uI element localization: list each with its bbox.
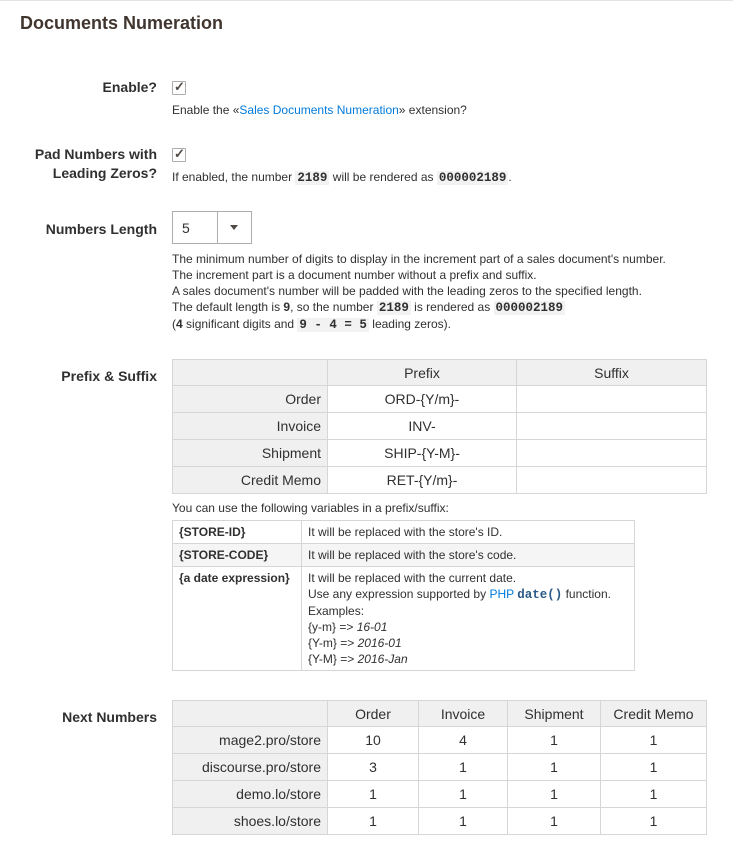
next-number-input[interactable]: 1 xyxy=(508,727,601,754)
next-number-input[interactable]: 1 xyxy=(601,727,707,754)
next-numbers-table xyxy=(172,700,707,835)
next-number-input[interactable]: 1 xyxy=(419,781,508,808)
next-number-input[interactable]: 1 xyxy=(328,808,419,835)
col-header: Shipment xyxy=(508,701,601,727)
suffix-input[interactable] xyxy=(517,386,707,413)
prefix-input[interactable]: ORD-{Y/m}- xyxy=(328,386,517,413)
col-header: Invoice xyxy=(419,701,508,727)
variables-table xyxy=(172,520,635,671)
enable-checkbox[interactable] xyxy=(172,81,186,95)
suffix-input[interactable] xyxy=(517,467,707,494)
next-number-input[interactable]: 1 xyxy=(508,808,601,835)
prefix-suffix-table xyxy=(172,359,707,494)
length-select[interactable] xyxy=(172,211,252,244)
next-number-input[interactable]: 1 xyxy=(601,781,707,808)
table-row: Order ORD-{Y/m}- xyxy=(173,386,707,413)
next-number-input[interactable]: 1 xyxy=(419,754,508,781)
prefix-input[interactable]: RET-{Y/m}- xyxy=(328,467,517,494)
length-note: The minimum number of digits to display in the increment part of a sales document's number. The increment part is a document number without a prefix and suffix. A sales document's number will be padded with the leading zeros to the specified length. The default length is 9, so the number 2189 is rendered as 000002189 (4 significant digits and 9 - 4 = 5 leading zeros). xyxy=(172,252,666,332)
next-number-input[interactable]: 4 xyxy=(419,727,508,754)
next-numbers-label: Next Numbers xyxy=(62,709,157,725)
enable-label: Enable? xyxy=(102,79,157,95)
prefix-header: Prefix xyxy=(328,360,517,386)
table-row: mage2.pro/store 10 4 1 1 xyxy=(173,727,707,754)
next-number-input[interactable]: 10 xyxy=(328,727,419,754)
next-number-input[interactable]: 1 xyxy=(601,754,707,781)
prefix-input[interactable]: SHIP-{Y-M}- xyxy=(328,440,517,467)
prefix-suffix-label: Prefix & Suffix xyxy=(61,368,157,384)
pad-checkbox[interactable] xyxy=(172,148,186,162)
section-title: Documents Numeration xyxy=(20,13,224,33)
corner-cell xyxy=(173,360,328,386)
table-row: Credit Memo RET-{Y/m}- xyxy=(173,467,707,494)
php-link[interactable]: PHP xyxy=(489,587,514,601)
extension-link[interactable]: Sales Documents Numeration xyxy=(239,103,399,117)
table-row: Invoice INV- xyxy=(173,413,707,440)
next-number-input[interactable]: 3 xyxy=(328,754,419,781)
chevron-down-icon xyxy=(230,225,238,230)
prefix-input[interactable]: INV- xyxy=(328,413,517,440)
next-number-input[interactable]: 1 xyxy=(419,808,508,835)
suffix-input[interactable] xyxy=(517,440,707,467)
next-number-input[interactable]: 1 xyxy=(601,808,707,835)
next-number-input[interactable]: 1 xyxy=(508,754,601,781)
suffix-input[interactable] xyxy=(517,413,707,440)
table-row: discourse.pro/store 3 1 1 1 xyxy=(173,754,707,781)
next-number-input[interactable]: 1 xyxy=(508,781,601,808)
table-row: {a date expression} It will be replaced with the current date. Use any expression supported by PHP date() function. Examples: {y-m} => 16-01 {Y-m} => 2016-01 {Y-M} => 2016-Jan xyxy=(173,567,635,671)
length-label: Numbers Length xyxy=(45,221,157,237)
col-header: Order xyxy=(328,701,419,727)
table-row: {STORE-CODE} It will be replaced with the store's code. xyxy=(173,544,635,567)
col-header: Credit Memo xyxy=(601,701,707,727)
top-divider xyxy=(0,0,733,1)
vars-intro: You can use the following variables in a prefix/suffix: xyxy=(172,501,449,515)
table-row: shoes.lo/store 1 1 1 1 xyxy=(173,808,707,835)
enable-note: Enable the «Sales Documents Numeration» extension? xyxy=(172,103,467,117)
checkmark-icon: ✓ xyxy=(174,79,185,94)
table-row: Shipment SHIP-{Y-M}- xyxy=(173,440,707,467)
pad-label: Pad Numbers with Leading Zeros? xyxy=(34,146,157,181)
pad-note: If enabled, the number 2189 will be rendered as 000002189 . xyxy=(172,170,512,185)
corner-cell xyxy=(173,701,328,727)
suffix-header: Suffix xyxy=(517,360,707,386)
length-value: 5 xyxy=(182,220,190,236)
dropdown-button[interactable] xyxy=(217,212,251,243)
next-number-input[interactable]: 1 xyxy=(328,781,419,808)
table-row: demo.lo/store 1 1 1 1 xyxy=(173,781,707,808)
table-row: {STORE-ID} It will be replaced with the store's ID. xyxy=(173,521,635,544)
checkmark-icon: ✓ xyxy=(174,146,185,161)
